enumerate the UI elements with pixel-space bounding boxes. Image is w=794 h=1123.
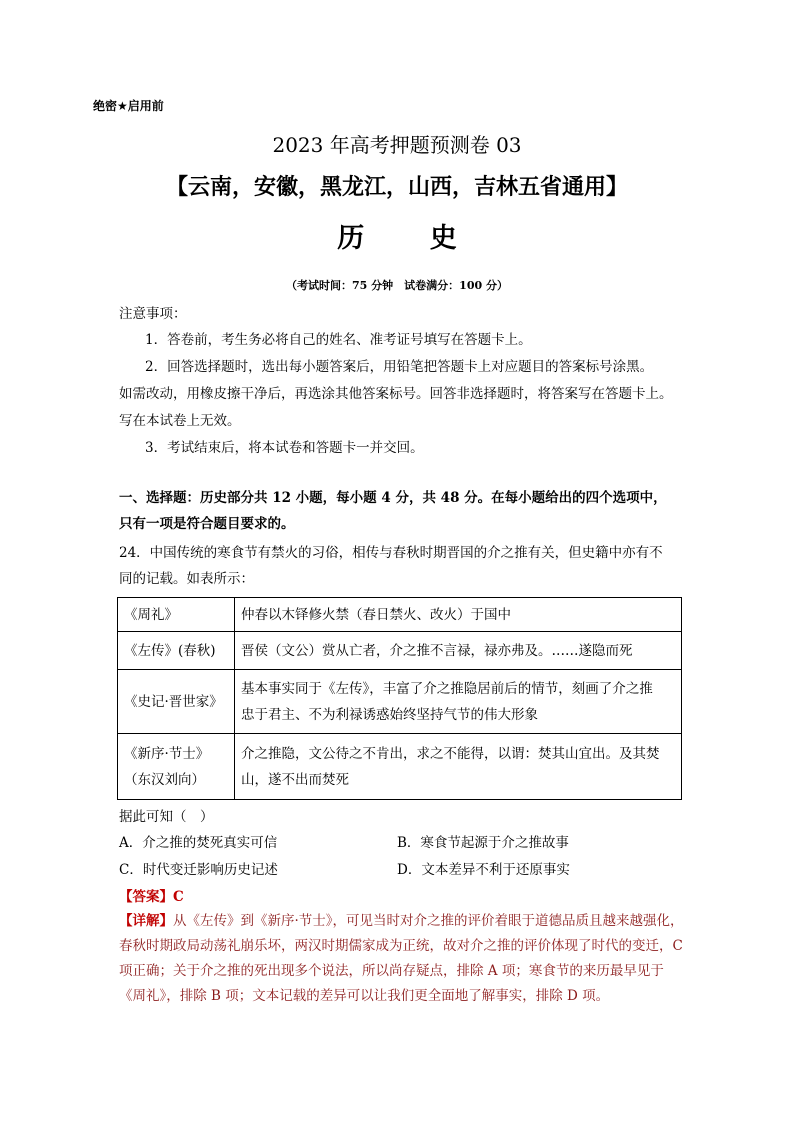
note-item-3: 3．考试结束后，将本试卷和答题卡一并交回。 [145,440,424,456]
table-cell-content: 基本事实同于《左传》，丰富了介之推隐居前后的情节，刻画了介之推 忠于君主、不为利禄诱惑始终坚持气节的伟大形象 [235,670,682,734]
option-c: C．时代变迁影响历史记述 [119,862,278,878]
question-prompt: 据此可知（ ） [119,809,214,825]
source-table [117,597,682,800]
answer-explanation [119,909,684,1009]
note-item-2-cont2: 写在本试卷上无效。 [119,413,241,429]
table-cell-content: 晋侯（文公）赏从亡者，介之推不言禄，禄亦弗及。……遂隐而死 [235,632,682,670]
subject-title: 历 史 [337,223,485,254]
option-d: D．文本差异不利于还原事实 [397,862,570,878]
option-a: A．介之推的焚死真实可信 [119,835,278,851]
exam-title: 2023 年高考押题预测卷 03 [272,133,522,157]
section-heading-line2: 只有一项是符合题目要求的。 [119,516,295,532]
question-stem-line1: 24．中国传统的寒食节有禁火的习俗，相传与春秋时期晋国的介之推有关，但史籍中亦有不 [119,545,663,561]
answer-label: 【答案】C [119,889,184,905]
table-row [118,632,682,670]
table-cell-source: 《周礼》 [118,598,235,632]
table-cell-content: 介之推隐，文公待之不肯出，求之不能得，以谓：焚其山宜出。及其焚 山，遂不出而焚死 [235,734,682,800]
note-item-1: 1．答卷前，考生务必将自己的姓名、准考证号填写在答题卡上。 [145,332,532,348]
notes-title: 注意事项： [119,306,187,322]
table-cell-source: 《左传》(春秋) [118,632,235,670]
table-cell-source: 《新序·节士》 （东汉刘向） [118,734,235,800]
table-cell-source: 《史记·晋世家》 [118,670,235,734]
confidential-label: 绝密★启用前 [93,99,164,113]
note-item-2-cont: 如需改动，用橡皮擦干净后，再选涂其他答案标号。回答非选择题时，将答案写在答题卡上。 [119,386,673,402]
explanation-text: 从《左传》到《新序·节士》，可见当时对介之推的评价着眼于道德品质且越来越强化，春秋时期政局动荡礼崩乐坏，两汉时期儒家成为正统，故对介之推的评价体现了时代的变迁，C 项正确；关于介之推的死出现多个说法，所以尚存疑点，排除 A 项；寒食节的来历最早见于《周礼》，排除 B 项；文本记载的差异可以让我们更全面地了解事实，排除 D 项。 [119,913,684,1004]
section-heading [119,485,667,537]
table-cell-content: 仲春以木铎修火禁（春日禁火、改火）于国中 [235,598,682,632]
explanation-label: 【详解】 [119,913,173,929]
table-row [118,734,682,800]
table-row [118,598,682,632]
exam-info: （考试时间：75 分钟 试卷满分：100 分） [286,279,508,292]
section-heading-line1: 一、选择题：历史部分共 12 小题，每小题 4 分，共 48 分。在每小题给出的四个选项中， [119,490,667,506]
table-row [118,670,682,734]
question-stem [119,540,663,592]
note-item-2: 2．回答选择题时，选出每小题答案后，用铅笔把答题卡上对应题目的答案标号涂黑。 [145,359,654,375]
exam-subtitle: 【云南，安徽，黑龙江，山西，吉林五省通用】 [165,174,628,200]
option-b: B．寒食节起源于介之推故事 [397,835,569,851]
question-stem-line2: 同的记载。如表所示： [119,571,254,587]
